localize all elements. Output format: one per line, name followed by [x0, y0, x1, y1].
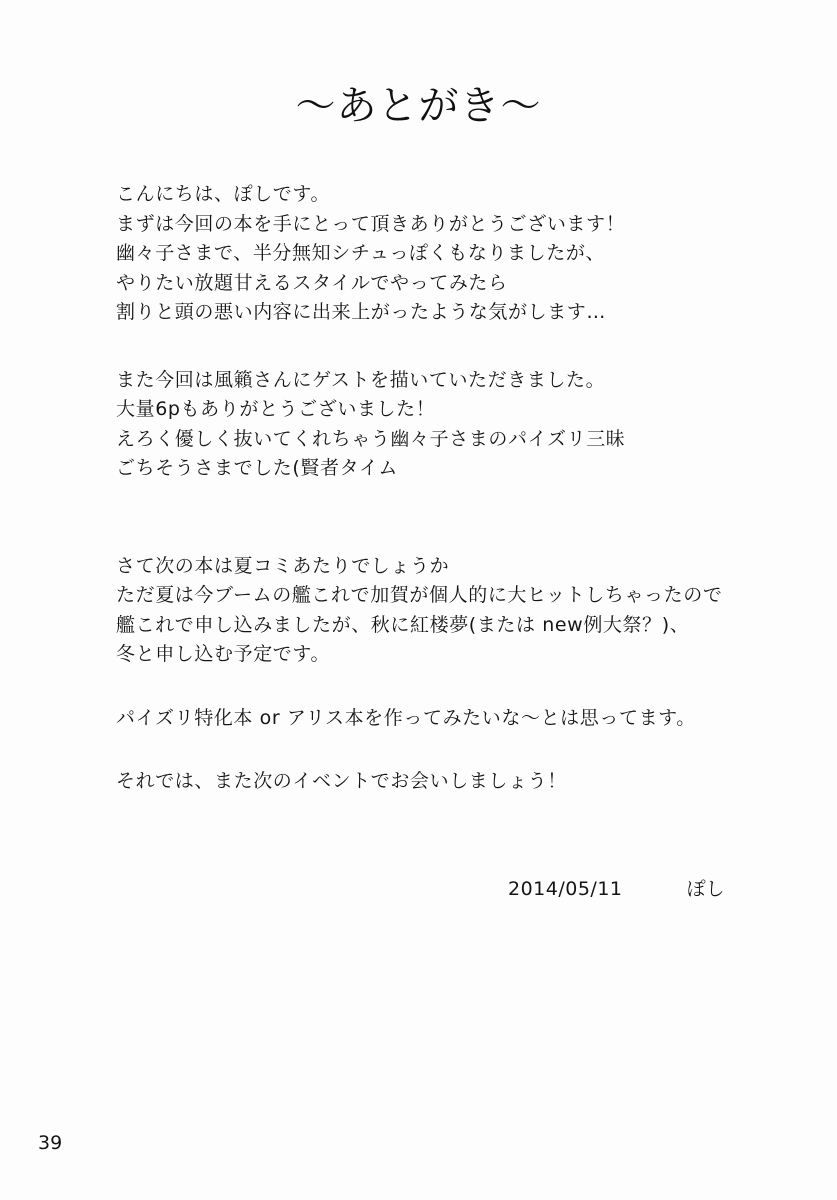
- text-line: まずは今回の本を手にとって頂きありがとうございます！: [116, 212, 626, 235]
- text-line: ごちそうさまでした(賢者タイム: [116, 457, 399, 479]
- afterword-body: [116, 180, 796, 797]
- page-number: 39: [38, 1132, 63, 1154]
- signature: [508, 876, 725, 902]
- paragraph-closing: [116, 767, 796, 797]
- text-line: 割りと頭の悪い内容に出来上がったような気がします…: [116, 301, 607, 323]
- text-line: 大量6pもありがとうございました！: [116, 398, 436, 420]
- text-line: 冬と申し込む予定です。: [116, 643, 331, 665]
- text-line: また今回は風籟さんにゲストを描いていただきました。: [116, 368, 606, 391]
- text-line: 幽々子さまで、半分無知シチュっぽくもなりましたが、: [116, 242, 606, 264]
- text-line: ただ夏は今ブームの艦これで加賀が個人的に大ヒットしちゃったので: [116, 584, 723, 606]
- text-line: やりたい放題甘えるスタイルでやってみたら: [116, 271, 508, 294]
- signature-date: 2014/05/11: [508, 878, 623, 900]
- text-line: こんにちは、ぽしです。: [116, 183, 331, 205]
- paragraph-guest: [116, 366, 796, 484]
- text-line: それでは、また次のイベントでお会いしましょう！: [116, 770, 567, 792]
- page-title: ～あとがき～: [295, 83, 542, 129]
- paragraph-plans: [116, 704, 796, 734]
- text-line: 艦これで申し込みましたが、秋に紅楼夢(または new例大祭？)、: [116, 613, 690, 636]
- signature-name: ぽし: [686, 878, 725, 900]
- text-line: えろく優しく抜いてくれちゃう幽々子さまのパイズリ三昧: [116, 427, 626, 450]
- paragraph-next-book: [116, 552, 796, 670]
- text-line: パイズリ特化本 or アリス本を作ってみたいな～とは思ってます。: [116, 706, 696, 729]
- paragraph-greeting: [116, 180, 796, 328]
- text-line: さて次の本は夏コミあたりでしょうか: [116, 554, 450, 577]
